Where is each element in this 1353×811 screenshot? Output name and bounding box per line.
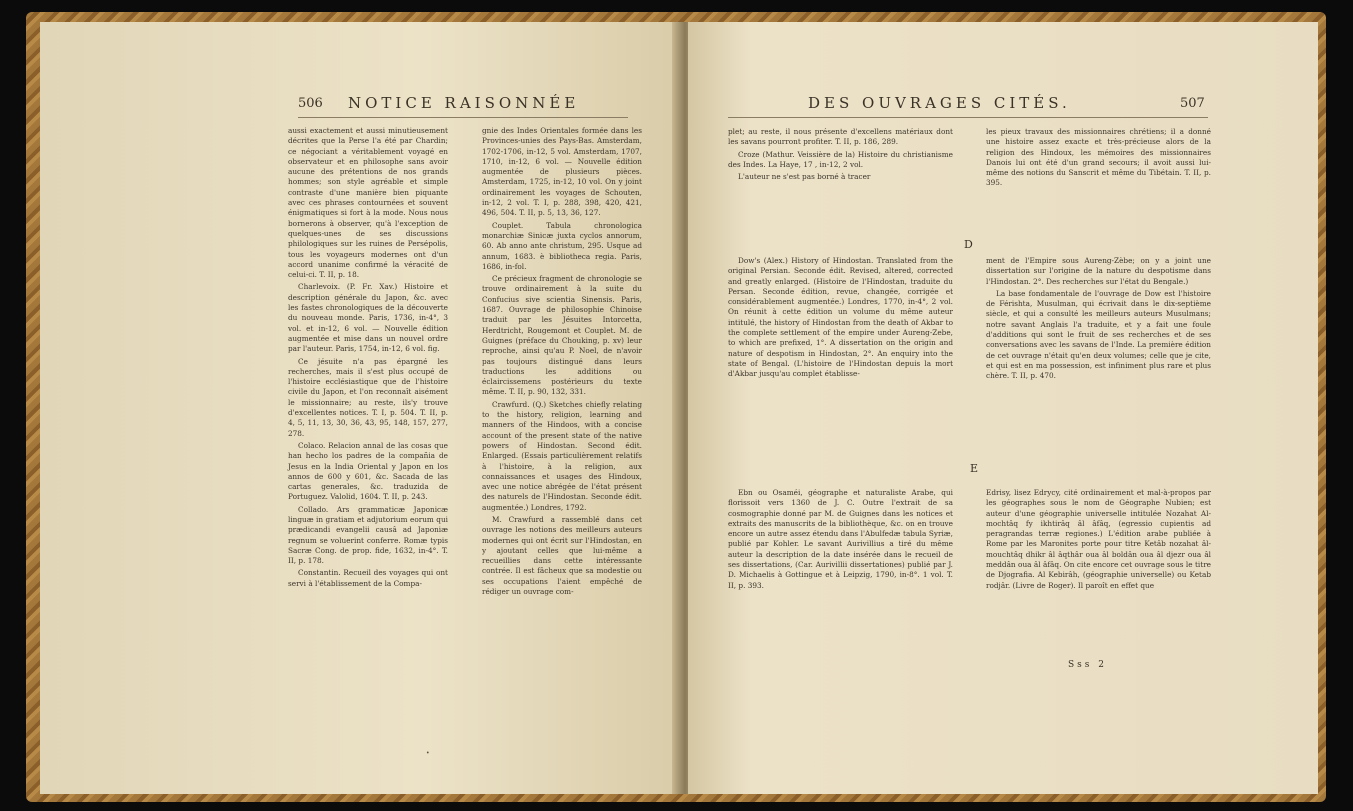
left-page [40, 22, 680, 794]
right-column-1-bottom [728, 488, 953, 593]
paragraph: les pieux travaux des missionnaires chrétiens; il a donné une histoire assez exacte et très-précieuse alors de la religion des Hindoux, les mémoires des missionnaires Danois lui ont été d'un grand secours; il avoit aussi lui-même des notions du Sanscrit et même du Tibétain. T. II, p. 395. [986, 127, 1211, 188]
paragraph: plet; au reste, il nous présente d'excellens matériaux dont les savans pourront profiter. T. II, p. 186, 289. [728, 127, 953, 147]
paragraph: Ebn ou Osaméi, géographe et naturaliste Arabe, qui florissoit vers 1360 de J. C. Outre l'extrait de sa cosmographie donné par M. de Guignes dans les notices et extraits des manuscrits de la bibliothèque, &c. on en trouve encore un autre assez étendu dans l'Abulfedæ tabula Syriæ, publié par Kohler. Le savant Aurivillius a tiré du même auteur la description de la date insérée dans le recueil de ses dissertations, (Car. Aurivillii dissertationes) publié par J. D. Michaelis à Gottingue et à Leipzig, 1790, in-8°. 1 vol. T. II, p. 393. [728, 488, 953, 590]
paragraph: ment de l'Empire sous Aureng-Zèbe; on y a joint une dissertation sur l'origine de la nature du despotisme dans l'Hindostan. 2°. Des recherches sur l'état du Bengale.) [986, 256, 1211, 286]
paragraph: L'auteur ne s'est pas borné à tracer [738, 172, 871, 182]
paragraph: Croze (Mathur. Veissière de la) Histoire du christianisme des Indes. La Haye, 17 , in-12, 2 vol. [728, 149, 953, 169]
right-page [688, 22, 1318, 794]
section-letter-e: E [970, 462, 979, 475]
left-header-rule [298, 117, 628, 118]
right-column-2-middle [986, 256, 1211, 384]
paragraph: gnie des Indes Orientales formée dans les Provinces-unies des Pays-Bas. Amsterdam, 1702-1706, in-12, 5 vol. Amsterdam, 1707, 1710, in-12, 6 vol. — Nouvelle édition augmentée de plusieurs pièces. Amsterdam, 1725, in-12, 10 vol. On y joint ordinairement les voyages de Schouten, in-12, 2 vol. T. I, p. 288, 398, 420, 421, 496, 504. T. II, p. 5, 13, 36, 127. [482, 126, 642, 218]
right-column-2-bottom [986, 488, 1211, 593]
left-column-2 [482, 126, 642, 599]
signature-mark: Sss 2 [1068, 660, 1107, 670]
right-column-1-top [728, 127, 953, 184]
paragraph: Charlevoix. (P. Fr. Xav.) Histoire et description générale du Japon, &c. avec les fastes chronologiques de la découverte du nouveau monde. Paris, 1736, in-4°, 3 vol. et in-12, 6 vol. — Nouvelle édition augmentée et mise dans un nouvel ordre par l'auteur. Paris, 1754, in-12, 6 vol. fig. [288, 282, 448, 354]
left-page-number: 506 [298, 96, 323, 111]
left-column-1 [288, 126, 448, 591]
paragraph: Ce précieux fragment de chronologie se trouve ordinairement à la suite du Confucius sive scientia Sinensis. Paris, 1687. Ouvrage de philosophie Chinoise traduit par les Jésuites Intorcetta, Herdtricht, Rougemont et Couplet. M. de Guignes (préface du Chouking, p. xv) leur reproche, ainsi qu'au P. Noel, de n'avoir pas toujours distingué dans leurs traductions les additions ou éclaircissemens postérieurs du texte même. T. II, p. 90, 132, 331. [482, 274, 642, 397]
right-header-rule [728, 117, 1208, 118]
right-page-number: 507 [1180, 96, 1205, 111]
right-column-2-top [986, 127, 1211, 191]
paragraph: Collado. Ars grammaticæ Japonicæ linguæ in gratiam et adjutorium eorum qui prædicandi evangelii causâ ad Japoniæ regnum se voluerint conferre. Romæ typis Sacræ Cong. de prop. fide, 1632, in-4°. T. II, p. 178. [288, 504, 448, 566]
paragraph: Constantin. Recueil des voyages qui ont servi à l'établissement de la Compa- [288, 568, 448, 588]
section-letter-d: D [964, 238, 973, 251]
paragraph: aussi exactement et aussi minutieusement décrites que la Perse l'a été par Chardin; ce négociant a véritablement voyagé en observateur et en philosophe sans avoir aucune des prétentions de nos grands hommes; son style agréable et simple contraste d'une manière bien piquante avec ces phrases contournées et souvent énigmatiques si fort à la mode. Nous nous bornerons à observer, qu'à l'exception de quelques-unes de ses discussions philologiques sur les ruines de Persépolis, tous les voyageurs modernes ont d'un accord unanime confirmé la véracité de celui-ci. T. II, p. 18. [288, 126, 448, 280]
paragraph: Edrisy, lisez Edrycy, cité ordinairement et mal-à-propos par les géographes sous le nom de Géographe Nubien; est auteur d'une géographie universelle intitulée Nozahat Al-mochtâq fy ikhtirâq âl âfâq, (egressio cupientis ad peragrandas terræ regiones.) L'édition arabe publiée à Rome par les Maronites porte pour titre Ketâb nozahat âl-mouchtâq dhikr âl âqthâr oua âl boldân oua âl djezr oua âl meddân oua âl âfâq. On cite encore cet ouvrage sous le titre de Djografia. Al Kebirâh, (géographie universelle) ou Ketab rodjâr. (Livre de Roger). Il paroît en effet que [986, 488, 1211, 590]
paragraph: Colaco. Relacion annal de las cosas que han hecho los padres de la compañia de Jesus en la India Oriental y Japon en los annos de 600 y 601, &c. Sacada de las cartas generales, &c. traduzida de Portuguez. Valolid, 1604. T. II, p. 243. [288, 440, 448, 502]
paragraph: M. Crawfurd a rassemblé dans cet ouvrage les notions des meilleurs auteurs modernes qui ont écrit sur l'Hindostan, en y ajoutant celles que lui-même a recueillies dans cette intéressante contrée. Il est fâcheux que sa modestie ou ses occupations l'aient empêché de rédiger un ouvrage com- [482, 514, 642, 597]
left-page-header: NOTICE RAISONNÉE [348, 94, 580, 112]
right-column-1-middle [728, 256, 953, 382]
paragraph: La base fondamentale de l'ouvrage de Dow est l'histoire de Férishta, Musulman, qui écrivait dans le dix-septième siècle, et qui a consulté les meilleurs auteurs Musulmans; notre savant Anglais l'a traduite, et y a fait une foule d'additions qui sont le fruit de ses recherches et de ses conversations avec les savans de l'Inde. La première édition de cet ouvrage n'était qu'en deux volumes; celle que je cite, et qui est en ma possession, est infiniment plus rare et plus chère. T. II, p. 470. [986, 288, 1211, 381]
paragraph: Dow's (Alex.) History of Hindostan. Translated from the original Persian. Seconde édit. Revised, altered, corrected and greatly enlarged. (Histoire de l'Hindostan, traduite du Persan. Seconde édition, revue, changée, corrigée et considérablement augmentée.) Londres, 1770, in-4°, 2 vol. On réunit à cette édition un volume du même auteur intitulé, the history of Hindostan from the death of Akbar to the complete settlement of the empire under Aureng-Zebe, to which are prefixed, 1°. A dissertation on the origin and nature of despotism in Hindostan, 2°. An enquiry into the state of Bengal. (L'histoire de l'Hindostan depuis la mort d'Akbar jusqu'au complet établisse- [728, 256, 953, 379]
paragraph: Couplet. Tabula chronologica monarchiæ Sinicæ juxta cyclos annorum, 60. Ab anno ante christum, 295. Usque ad annum, 1683. è bibliotheca regia. Paris, 1686, in-fol. [482, 220, 642, 271]
page-mark: • [426, 750, 430, 757]
paragraph: Crawfurd. (Q.) Sketches chiefly relating to the history, religion, learning and manners of the Hindoos, with a concise account of the present state of the native powers of Hindostan. Second édit. Enlarged. (Essais particulièrement relatifs à l'histoire, à la religion, aux connaissances et usages des Hindoux, avec une notice abrégée de l'état présent des naturels de l'Hindostan. Seconde édit. augmentée.) Londres, 1792. [482, 399, 642, 512]
paragraph: Ce jésuite n'a pas épargné les recherches, mais il s'est plus occupé de l'histoire ecclésiastique que de l'histoire civile du Japon, et l'on reconnaît aisément le missionnaire; au reste, ils'y trouve d'excellentes notices. T. I, p. 504. T. II, p. 4, 5, 11, 13, 30, 36, 43, 95, 148, 157, 277, 278. [288, 356, 448, 438]
right-page-header: DES OUVRAGES CITÉS. [808, 94, 1071, 112]
